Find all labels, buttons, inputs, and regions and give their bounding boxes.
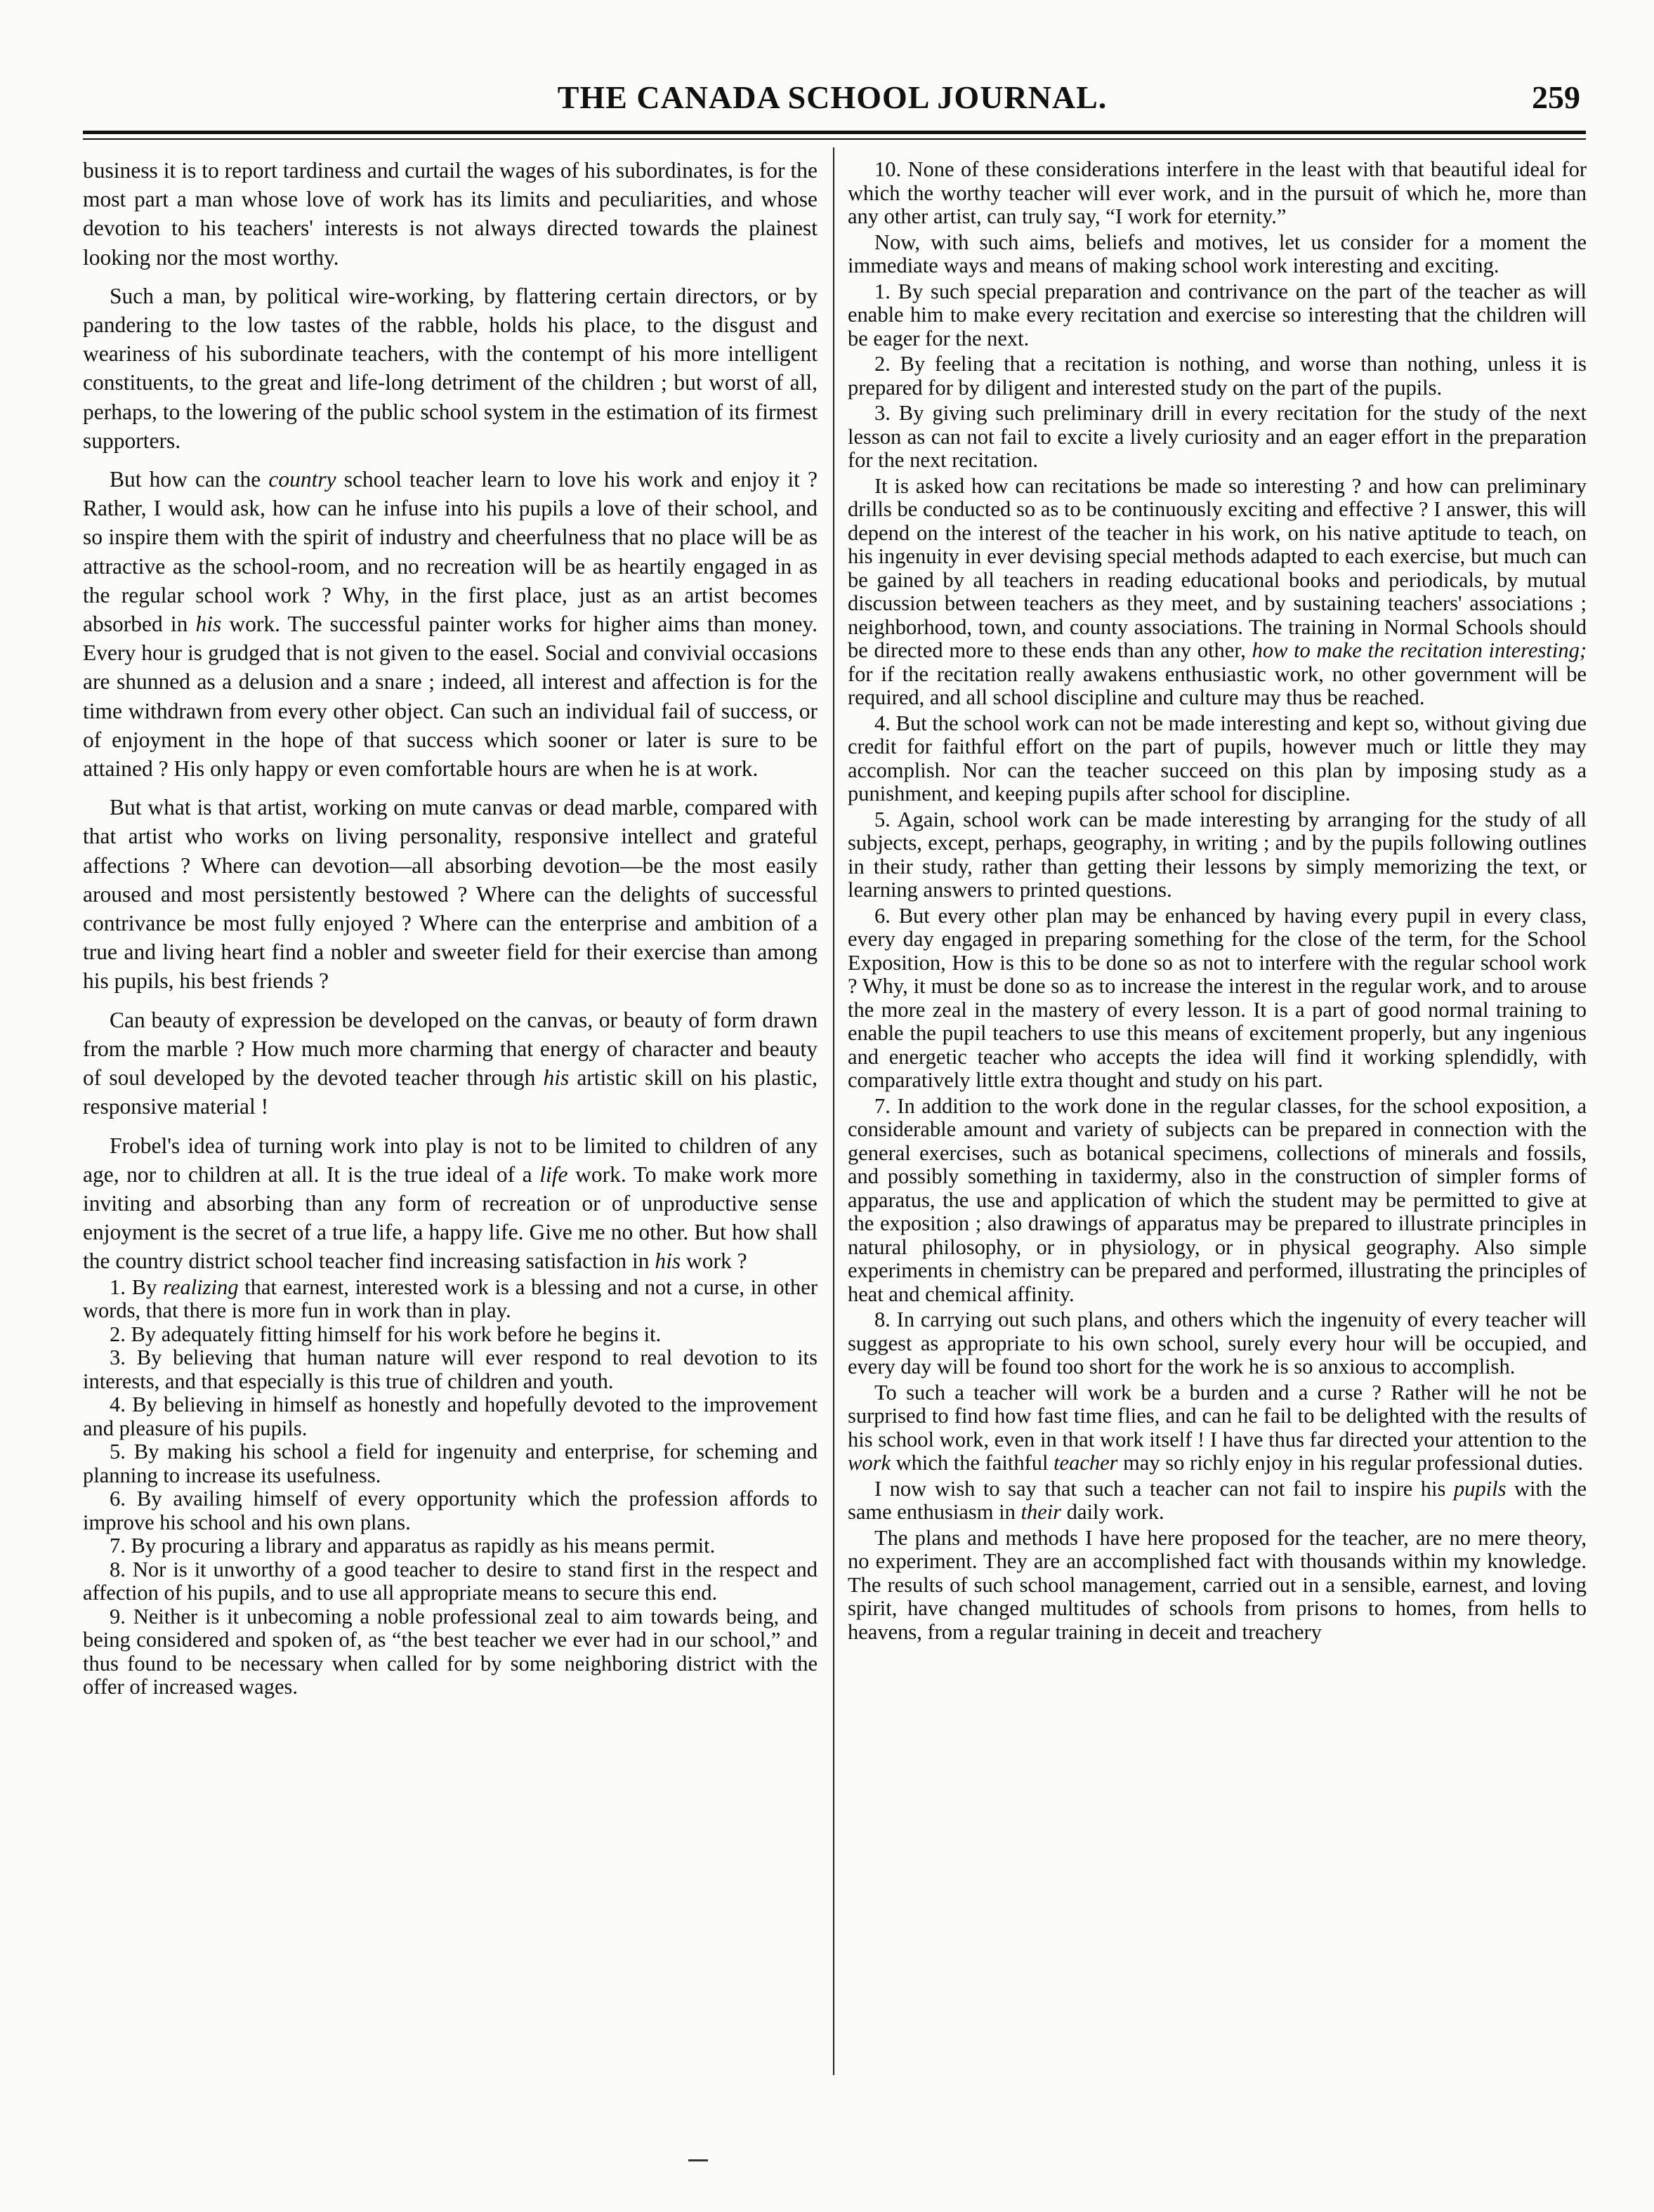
journal-title: THE CANADA SCHOOL JOURNAL. (557, 79, 1108, 115)
list-item: 1. By realizing that earnest, interested work is a blessing and not a curse, in other words, that there is more fun in work than in play. (83, 1275, 818, 1323)
paragraph: To such a teacher will work be a burden and a curse ? Rather will he not be surprised to find how fast time flies, and can he fail to be delighted with the results of his school work, even in that work itself ! I have thus far directed your attention to the work which the faithful teacher may so richly enjoy in his regular professional duties. (848, 1380, 1587, 1475)
list-item: 5. By making his school a field for ingenuity and enterprise, for scheming and planning to increase its usefulness. (83, 1440, 818, 1487)
list-item: 6. But every other plan may be enhanced by having every pupil in every class, every day engaged in preparing something for the close of the term, for the School Exposition, How is this to be done so as not to interfere with the regular school work ? Why, it must be done so as to increase the interest in the regular work, and to arouse the more zeal in the mastery of every lesson. It is a part of good normal training to enable the pupil teachers to use this means of excitement properly, but any ingenious and energetic teacher who accepts the idea will find it working splendidly, with comparatively little extra thought and study on his part. (848, 903, 1587, 1092)
paragraph: The plans and methods I have here proposed for the teacher, are no mere theory, no experiment. They are an accomplished fact with thousands within my knowledge. The results of such school management, carried out in a sensible, earnest, and loving spirit, have changed multitudes of schools from prisons to homes, from hells to heavens, from a regular training in deceit and treachery (848, 1525, 1587, 1644)
paragraph: Such a man, by political wire-working, by flattering certain directors, or by pandering to the low tastes of the rabble, holds his place, to the disgust and weariness of his subordinate teachers, with the contempt of his more intelligent constituents, to the great and life-long detriment of the children ; but worst of all, perhaps, to the lowering of the public school system in the estimation of its firmest supporters. (83, 283, 818, 453)
column-divider (833, 147, 834, 2075)
page-header (77, 79, 1587, 121)
list-item: 6. By availing himself of every opportunity which the profession affords to improve his school and his own plans. (83, 1487, 818, 1534)
paragraph: It is asked how can recitations be made so interesting ? and how can preliminary drills be conducted so as to be continuously exciting and effective ? I answer, this will depend on the interest of the teacher in his work, on his native aptitude to teach, on his ingenuity in ever devising special methods adapted to each exercise, but much can be gained by all teachers in reading educational books and periodicals, by mutual discussion between teachers as they meet, and by sustaining teachers' associations ; neighborhood, town, and county associations. The training in Normal Schools should be directed more to these ends than any other, how to make the recitation interesting; for if the recitation really awakens enthusiastic work, no other government will be required, and all school discipline and culture may thus be reached. (848, 473, 1587, 709)
numbered-list (83, 1276, 818, 1699)
list-item: 3. By believing that human nature will ever respond to real devotion to its interests, and that especially is this true of children and youth. (83, 1345, 818, 1393)
list-item: 4. By believing in himself as honestly and hopefully devoted to the improvement and pleasure of his pupils. (83, 1393, 818, 1440)
list-item: 4. But the school work can not be made interesting and kept so, without giving due credit for faithful effort on the part of pupils, however much or little they may accomplish. Nor can the teacher succeed on this plan by imposing study as a punishment, and keeping pupils after school for discipline. (848, 711, 1587, 805)
list-item: 1. By such special preparation and contrivance on the part of the teacher as will enable him to make every recitation and exercise so interesting that the children will be eager for the next. (848, 279, 1587, 350)
paragraph: Now, with such aims, beliefs and motives, let us consider for a moment the immediate ways and means of making school work interesting and exciting. (848, 230, 1587, 277)
list-item: 2. By adequately fitting himself for his work before he begins it. (110, 1322, 662, 1346)
list-item: 10. None of these considerations interfere in the least with that beautiful ideal for which the worthy teacher will ever work, and in the pursuit of which he, more than any other artist, can truly say, “I work for eternity.” (848, 157, 1587, 228)
header-rule-thick (83, 131, 1586, 134)
list-item: 9. Neither is it unbecoming a noble professional zeal to aim towards being, and being considered and spoken of, as “the best teacher we ever had in our school,” and thus found to be necessary when called for by some neighboring district with the offer of increased wages. (83, 1604, 818, 1699)
page-number: 259 (1532, 79, 1580, 115)
list-item: 3. By giving such preliminary drill in every recitation for the study of the next lesson as can not fail to excite a lively curiosity and an eager effort in the preparation for the next recitation. (848, 401, 1587, 472)
list-item: 5. Again, school work can be made interesting by arranging for the study of all subjects, except, perhaps, geography, in writing ; and by the pupils following outlines in their study, rather than getting their lessons by simply memorizing the text, or learning answers to printed questions. (848, 807, 1587, 902)
paragraph: But what is that artist, working on mute canvas or dead marble, compared with that artist who works on living personality, responsive intellect and grateful affections ? Where can devotion—all absorbing devotion—be the most easily aroused and most persistently bestowed ? Where can the delights of successful contrivance be most fully enjoyed ? Where can the enterprise and ambition of a true and living heart find a nobler and sweeter field for their exercise than among his pupils, his best friends ? (83, 795, 818, 994)
list-item: 7. By procuring a library and apparatus as rapidly as his means permit. (110, 1534, 716, 1558)
paragraph: Frobel's idea of turning work into play is not to be limited to children of any age, nor to children at all. It is the true ideal of a life work. To make work more inviting and absorbing than any form of recreation or of unproductive sense enjoyment is the secret of a true life, a happy life. Give me no other. But how shall the country district school teacher find increasing satisfaction in his work ? (83, 1133, 818, 1274)
paragraph: business it is to report tardiness and curtail the wages of his subordinates, is for the most part a man whose love of work has its limits and peculiarities, and whose devotion to his teachers' interests is not always directed towards the plainest looking nor the most worthy. (83, 158, 818, 270)
header-rule-thin (83, 138, 1586, 140)
paragraph: But how can the country school teacher learn to love his work and enjoy it ? Rather, I would ask, how can he infuse into his pupils a love of their school, and so inspire them with the spirit of industry and cheerfulness that no place will be as attractive as the school-room, and no recreation will be as heartily engaged in as the regular school work ? Why, in the first place, just as an artist becomes absorbed in his work. The successful painter works for higher aims than money. Every hour is grudged that is not given to the easel. Social and convivial occasions are shunned as a delusion and a snare ; indeed, all interest and affection is for the time withdrawn from every other object. Can such an individual fail of success, or of enjoyment in the hope of that success which sooner or later is sure to be attained ? His only happy or even comfortable hours are when he is at work. (83, 467, 818, 782)
list-item: 8. Nor is it unworthy of a good teacher to desire to stand first in the respect and affection of his pupils, and to use all appropriate means to secure this end. (83, 1557, 818, 1605)
paragraph: I now wish to say that such a teacher can not fail to inspire his pupils with the same enthusiasm in their daily work. (848, 1476, 1587, 1524)
list-item: 8. In carrying out such plans, and others which the ingenuity of every teacher will suggest as appropriate to his own school, surely every hour will be occupied, and every day will be found too short for the work he is so anxious to accomplish. (848, 1308, 1587, 1378)
footer-mark (688, 2159, 708, 2161)
left-column (83, 156, 818, 2094)
paragraph: Can beauty of expression be developed on the canvas, or beauty of form drawn from the marble ? How much more charming that energy of character and beauty of soul developed by the devoted teacher through his artistic skill on his plastic, responsive material ! (83, 1007, 818, 1119)
list-item: 2. By feeling that a recitation is nothing, and worse than nothing, unless it is prepared for by diligent and interested study on the part of the pupils. (848, 352, 1587, 400)
right-column (848, 156, 1587, 2094)
list-item: 7. In addition to the work done in the regular classes, for the school exposition, a considerable amount and variety of subjects can be prepared in connection with the general exercises, such as botanical specimens, collections of minerals and fossils, and possibly something in taxidermy, also in the construction of simpler forms of apparatus, the use and application of which the student may be permitted to give at the exposition ; also drawings of apparatus may be prepared to illustrate principles in natural philosophy, or in physiology, or in physical geography. Also simple experiments in chemistry can be prepared and performed, illustrating the principles of heat and chemical affinity. (848, 1093, 1587, 1306)
